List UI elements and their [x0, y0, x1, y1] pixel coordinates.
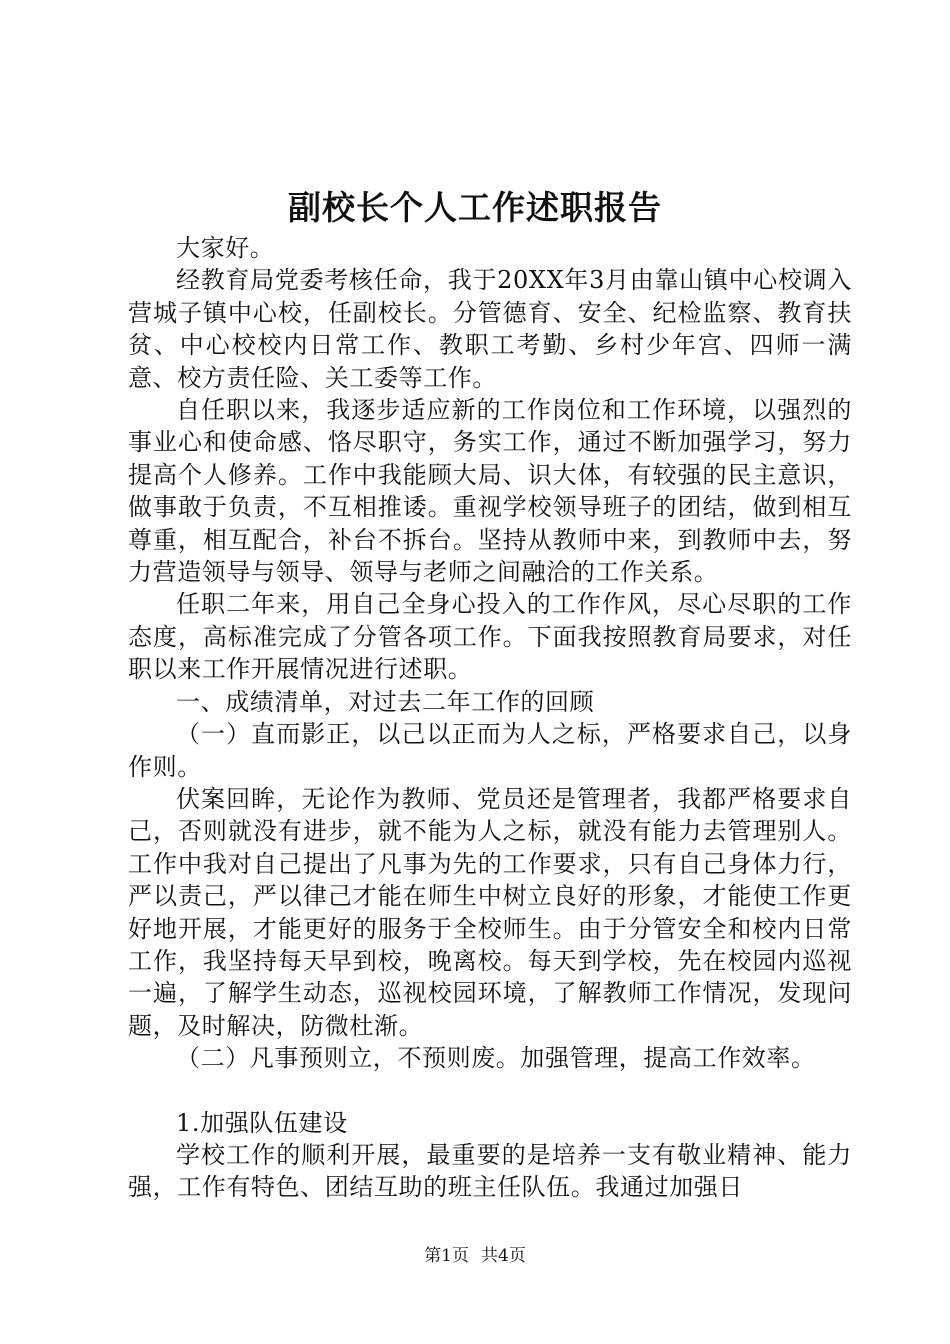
page-total: 共4页	[481, 1246, 526, 1266]
section-heading-achievements: 一、成绩清单，对过去二年工作的回顾	[176, 687, 595, 716]
paragraph-team-building: 学校工作的顺利开展，最重要的是培养一支有敬业精神、能力强，工作有特色、团结互助的班主任队伍。我通过加强日	[128, 1140, 852, 1202]
subsection-heading-2: （二）凡事预则立，不预则废。加强管理，提高工作效率。	[176, 1044, 816, 1073]
paragraph-two-years: 任职二年来，用自己全身心投入的工作作风，尽心尽职的工作态度，高标准完成了分管各项工作。下面我按照教育局要求，对任职以来工作开展情况进行述职。	[128, 590, 852, 684]
document-title: 副校长个人工作述职报告	[288, 188, 662, 227]
page-number: 第1页	[424, 1246, 469, 1266]
paragraph-appointment: 经教育局党委考核任命，我于20XX年3月由靠山镇中心校调入营城子镇中心校，任副校长。分管德育、安全、纪检监察、教育扶贫、中心校校内日常工作、教职工考勤、乡村少年宫、四师一满意、校方责任险、关工委等工作。	[128, 266, 852, 392]
paragraph-greeting: 大家好。	[176, 234, 275, 262]
subsection-heading-1: （一）直而影正，以己以正而为人之标，严格要求自己，以身作则。	[128, 720, 852, 781]
paragraph-self-discipline: 伏案回眸，无论作为教师、党员还是管理者，我都严格要求自己，否则就没有进步，就不能为人之标，就没有能力去管理别人。工作中我对自己提出了凡事为先的工作要求，只有自己身体力行，严以责己，严以律己才能在师生中树立良好的形象，才能使工作更好地开展，才能更好的服务于全校师生。由于分管安全和校内日常工作，我坚持每天早到校，晚离校。每天到学校，先在校园内巡视一遍，了解学生动态，巡视校园环境，了解教师工作情况，发现问题，及时解决，防微杜渐。	[128, 784, 852, 1040]
paragraph-since-appointment: 自任职以来，我逐步适应新的工作岗位和工作环境，以强烈的事业心和使命感、恪尽职守，务实工作，通过不断加强学习，努力提高个人修养。工作中我能顾大局、识大体，有较强的民主意识，做事敢于负责，不互相推诿。重视学校领导班子的团结，做到相互尊重，相互配合，补台不拆台。坚持从教师中来，到教师中去，努力营造领导与领导、领导与老师之间融洽的工作关系。	[128, 396, 852, 587]
document-body	[128, 232, 852, 1204]
item-heading-team-building: 1.加强队伍建设	[176, 1108, 348, 1137]
page-footer	[0, 1245, 950, 1267]
